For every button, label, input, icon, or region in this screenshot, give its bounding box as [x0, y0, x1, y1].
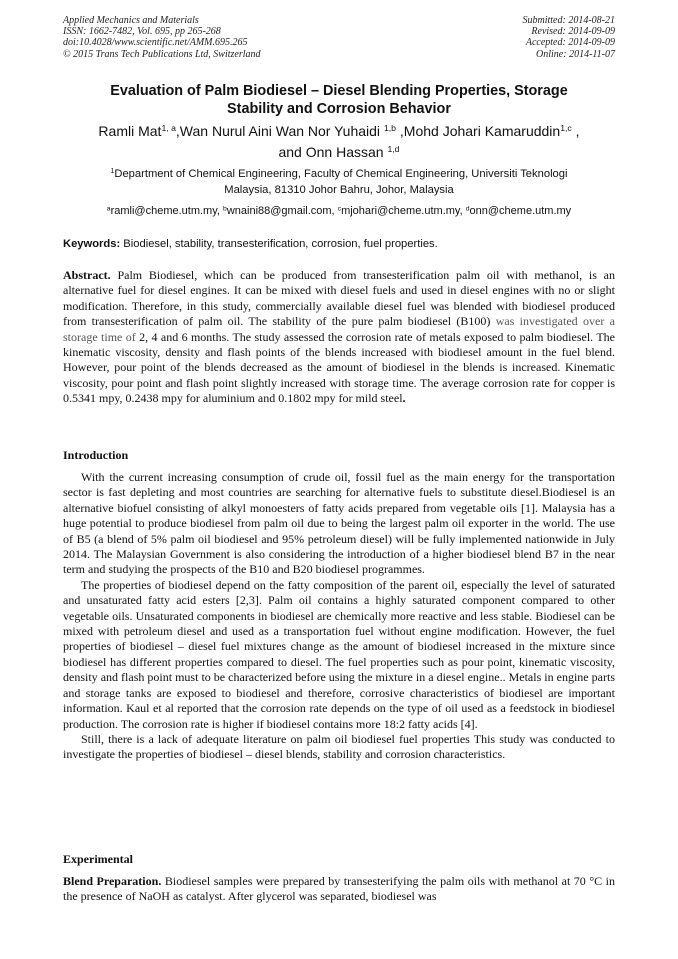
date-online: Online: 2014-11-07: [536, 48, 615, 60]
date-revised: Revised: 2014-09-09: [531, 26, 615, 38]
abstract-text: Palm Biodiesel, which can be produced from transesterification palm oil with methanol, is an alternative fuel for diesel engines. It can be mixed with diesel fuels and used in diesel engines with no or slight modification. Therefore, in this study, commercially available diesel fuel was blended with biodiesel produced from transesterification of palm oil. The stability of the pure palm biodiesel (B100): [63, 268, 615, 329]
author-emails: [63, 204, 615, 218]
email-link[interactable]: ramli@cheme.utm.my,: [110, 205, 224, 217]
experimental-body: [63, 874, 615, 905]
author-name: ,Wan Nurul Aini Wan Nor Yuhaidi: [175, 123, 384, 139]
author-affil-marker: 1,b: [383, 123, 396, 134]
experimental-heading: Experimental: [63, 852, 133, 866]
introduction-heading: Introduction: [63, 448, 129, 462]
blend-preparation-label: Blend Preparation.: [63, 874, 162, 888]
journal-info: [63, 15, 261, 60]
abstract-label: Abstract.: [63, 268, 111, 282]
keywords-label: Keywords:: [63, 238, 121, 250]
affiliation: [63, 166, 615, 198]
email-link[interactable]: mjohari@cheme.utm.my,: [341, 205, 466, 217]
introduction-body: [63, 470, 615, 763]
journal-copyright: © 2015 Trans Tech Publications Ltd, Switzerland: [63, 48, 261, 60]
journal-issn: ISSN: 1662-7482, Vol. 695, pp 265-268: [63, 26, 221, 38]
author-affil-marker: 1,d: [387, 144, 400, 155]
author-name: and Onn Hassan: [278, 144, 388, 160]
author-line-1: [63, 121, 615, 142]
affiliation-line-1: [63, 166, 615, 182]
date-accepted: Accepted: 2014-09-09: [525, 37, 615, 49]
paper-title: [63, 82, 615, 118]
intro-paragraph-3: Still, there is a lack of adequate literature on palm oil biodiesel fuel properties This study was conducted to investigate the properties of biodiesel – diesel blends, stability and corrosion characteristics.: [63, 731, 615, 762]
abstract-paragraph: [63, 268, 615, 407]
affiliation-line-2: Malaysia, 81310 Johor Bahru, Johor, Malaysia: [224, 184, 454, 196]
experimental-paragraph: [63, 874, 615, 905]
author-line-2: [63, 142, 615, 163]
affiliation-text: Department of Chemical Engineering, Faculty of Chemical Engineering, Universiti Teknologi: [114, 168, 568, 180]
email-link[interactable]: onn@cheme.utm.my: [469, 205, 572, 217]
abstract-text-highlight: was investigated over a storage time of: [63, 314, 615, 344]
email-marker: d: [465, 205, 470, 213]
submission-dates: [523, 15, 616, 60]
intro-paragraph-1: With the current increasing consumption of crude oil, fossil fuel as the main energy for the transportation sector is fast depleting and most countries are searching for alternative fuels to substitute diesel.Biodiesel is an alternative biofuel consisting of alkyl monoesters of fatty acids prepared from vegetable oils [1]. Malaysia has a huge potential to produce biodiesel from palm oil due to being the largest palm oil exporter in the world. The use of B5 (a blend of 5% palm oil biodiesel and 95% petroleum diesel) will be fully implemented nationwide in July 2014. The Malaysian Government is also considering the introduction of a higher biodiesel blend B7 in the near term and studying the prospects of the B10 and B20 biodiesel programmes.: [63, 470, 615, 577]
author-affil-marker: 1,c: [560, 123, 572, 134]
author-affil-marker: 1, a: [161, 123, 176, 134]
keywords: [63, 237, 615, 251]
title-line-1: Evaluation of Palm Biodiesel – Diesel Blending Properties, Storage: [110, 83, 568, 99]
email-marker: a: [106, 205, 111, 213]
affiliation-marker: 1: [110, 168, 115, 176]
email-marker: b: [223, 205, 227, 213]
author-list: [63, 121, 615, 163]
author-separator: ,: [571, 123, 580, 139]
journal-name: Applied Mechanics and Materials: [63, 15, 199, 26]
email-marker: c: [337, 205, 342, 213]
title-line-2: Stability and Corrosion Behavior: [227, 101, 451, 117]
author-name: Ramli Mat: [98, 123, 162, 139]
intro-paragraph-2: The properties of biodiesel depend on the fatty composition of the parent oil, especially the level of saturated and unsaturated fatty acid esters [2,3]. Palm oil contains a highly saturated component compared to other vegetable oils. Unsaturated components in biodiesel are chemically more reactive and less stable. Biodiesel can be mixed with petroleum diesel and used as a transportation fuel without engine modification. However, the fuel properties of biodiesel – diesel fuel mixtures change as the amount of biodiesel increased in the mixture since biodiesel has different properties compared to diesel. The fuel properties such as pour point, kinematic viscosity, density and flash point must to be characterized before using the mixture in a diesel engine.. Metals in engine parts and storage tanks are exposed to biodiesel and therefore, corrosive characteristics of biodiesel are important information. Kaul et al reported that the corrosion rate depends on the type of oil used as a feedstock in biodiesel production. The corrosion rate is higher if biodiesel contains more 18:2 fatty acids [4].: [63, 577, 615, 731]
abstract-end: .: [402, 391, 406, 406]
blend-preparation-text: Biodiesel samples were prepared by transesterifying the palm oils with methanol at 70 °C in the presence of NaOH as catalyst. After glycerol was separated, biodiesel was: [63, 874, 616, 904]
journal-doi: doi:10.4028/www.scientific.net/AMM.695.265: [63, 37, 248, 49]
abstract: [63, 268, 615, 407]
abstract-text: 2, 4 and 6 months. The study assessed the corrosion rate of metals exposed to palm biodiesel. The kinematic viscosity, density and flash points of the blends increased with biodiesel amount in the fuel blend. However, pour point of the blends decreased as the amount of biodiesel in the blends is increased. Kinematic viscosity, pour point and flash point slightly increased with storage time. The average corrosion rate for copper is 0.5341 mpy, 0.2438 mpy for aluminium and 0.1802 mpy for mild steel: [63, 329, 615, 406]
email-link[interactable]: wnaini88@gmail.com,: [226, 205, 338, 217]
date-submitted: Submitted: 2014-08-21: [522, 15, 615, 26]
keywords-text: Biodiesel, stability, transesterification, corrosion, fuel properties.: [120, 238, 438, 250]
author-name: ,Mohd Johari Kamaruddin: [396, 123, 561, 139]
